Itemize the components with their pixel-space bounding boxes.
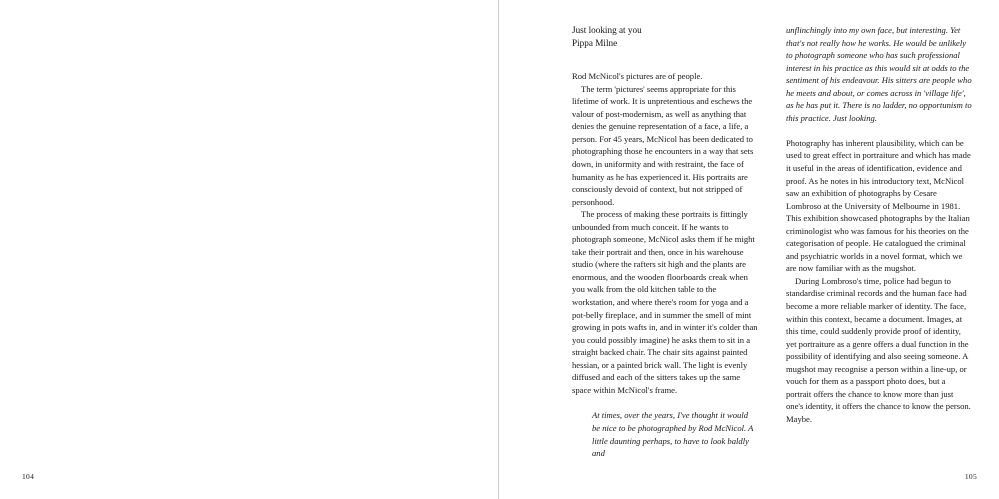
column-left [572, 24, 758, 460]
pull-quote: At times, over the years, I've thought it would be nice to be photographed by Rod McNicol. A little daunting perhaps, to have to look baldly and [592, 410, 754, 459]
paragraph: The process of making these portraits is fittingly unbounded from much conceit. If he wants to photograph someone, McNicol asks them if he might take their portrait and then, once in his warehouse studio (where the rafters sit high and the plants are enormous, and the wooden floorboards creak when you walk from the old kitchen table to the workstation, and where there's room for yoga and a pot-belly fireplace, and in summer the smell of mint growing in pots wafts in, and in winter it's colder than you could possibly imagine) he asks them to sit in a straight backed chair. The chair sits against painted hessian, or a painted brick wall. The light is evenly diffused and each of the sitters takes up the same space within McNicol's frame. [572, 209, 758, 395]
right-page [500, 0, 999, 499]
page-number-right: 105 [964, 472, 977, 481]
column-right [786, 24, 972, 426]
paragraph: Rod McNicol's pictures are of people. [572, 71, 703, 82]
paragraph: The term 'pictures' seems appropriate for this lifetime of work. It is unpretentious and eschews the valour of post-modernism, as well as anything that denies the genuine representation of a face, a life, a person. For 45 years, McNicol has been dedicated to photographing those he encounters in a way that sets down, in uniformity and with restraint, the face of humanity as he has experienced it. His portraits are consciously devoid of context, but not stripped of personhood. [572, 83, 754, 207]
article-heading [572, 24, 758, 49]
article-author: Pippa Milne [572, 37, 618, 48]
paragraph: Photography has inherent plausibility, which can be used to great effect in portraiture and which has made it useful in the areas of identification, evidence and proof. As he notes in his introductory text, McNicol saw an exhibition of photographs by Cesare Lombroso at the University of Melbourne in 1981. This exhibition showcased photographs by the Italian criminologist who was famous for his theories on the categorisation of people. He catalogued the criminal and psychiatric worlds in a novel format, which we are now familiar with as the mugshot. [786, 137, 971, 274]
pull-quote-continued: unflinchingly into my own face, but interesting. Yet that's not really how he works. He would be unlikely to photograph someone who has such professional interest in his practice as this would sit at odds to the sentiment of his endeavour. His sitters are people who he meets and about, or comes across in 'village life', as he has put it. There is no ladder, no opportunism to this practice. Just looking. [786, 25, 972, 123]
text-columns [572, 24, 972, 464]
article-title: Just looking at you [572, 25, 642, 35]
page-number-left: 104 [22, 472, 35, 481]
spacer [786, 124, 972, 137]
paragraph: During Lombroso's time, police had begun to standardise criminal records and the human face had become a more reliable marker of identity. The face, within this context, became a document. Images, at this time, could suddenly provide proof of identity, yet portraiture as a genre offers a dual function in the possibility of identifying and also seeing someone. A mugshot may recognise a person within a line-up, or vouch for them as a passport photo does, but a portrait offers the chance to know more than just one's identity, it offers the chance to know the person. Maybe. [786, 275, 971, 424]
spacer [572, 396, 758, 409]
left-page [0, 0, 499, 499]
